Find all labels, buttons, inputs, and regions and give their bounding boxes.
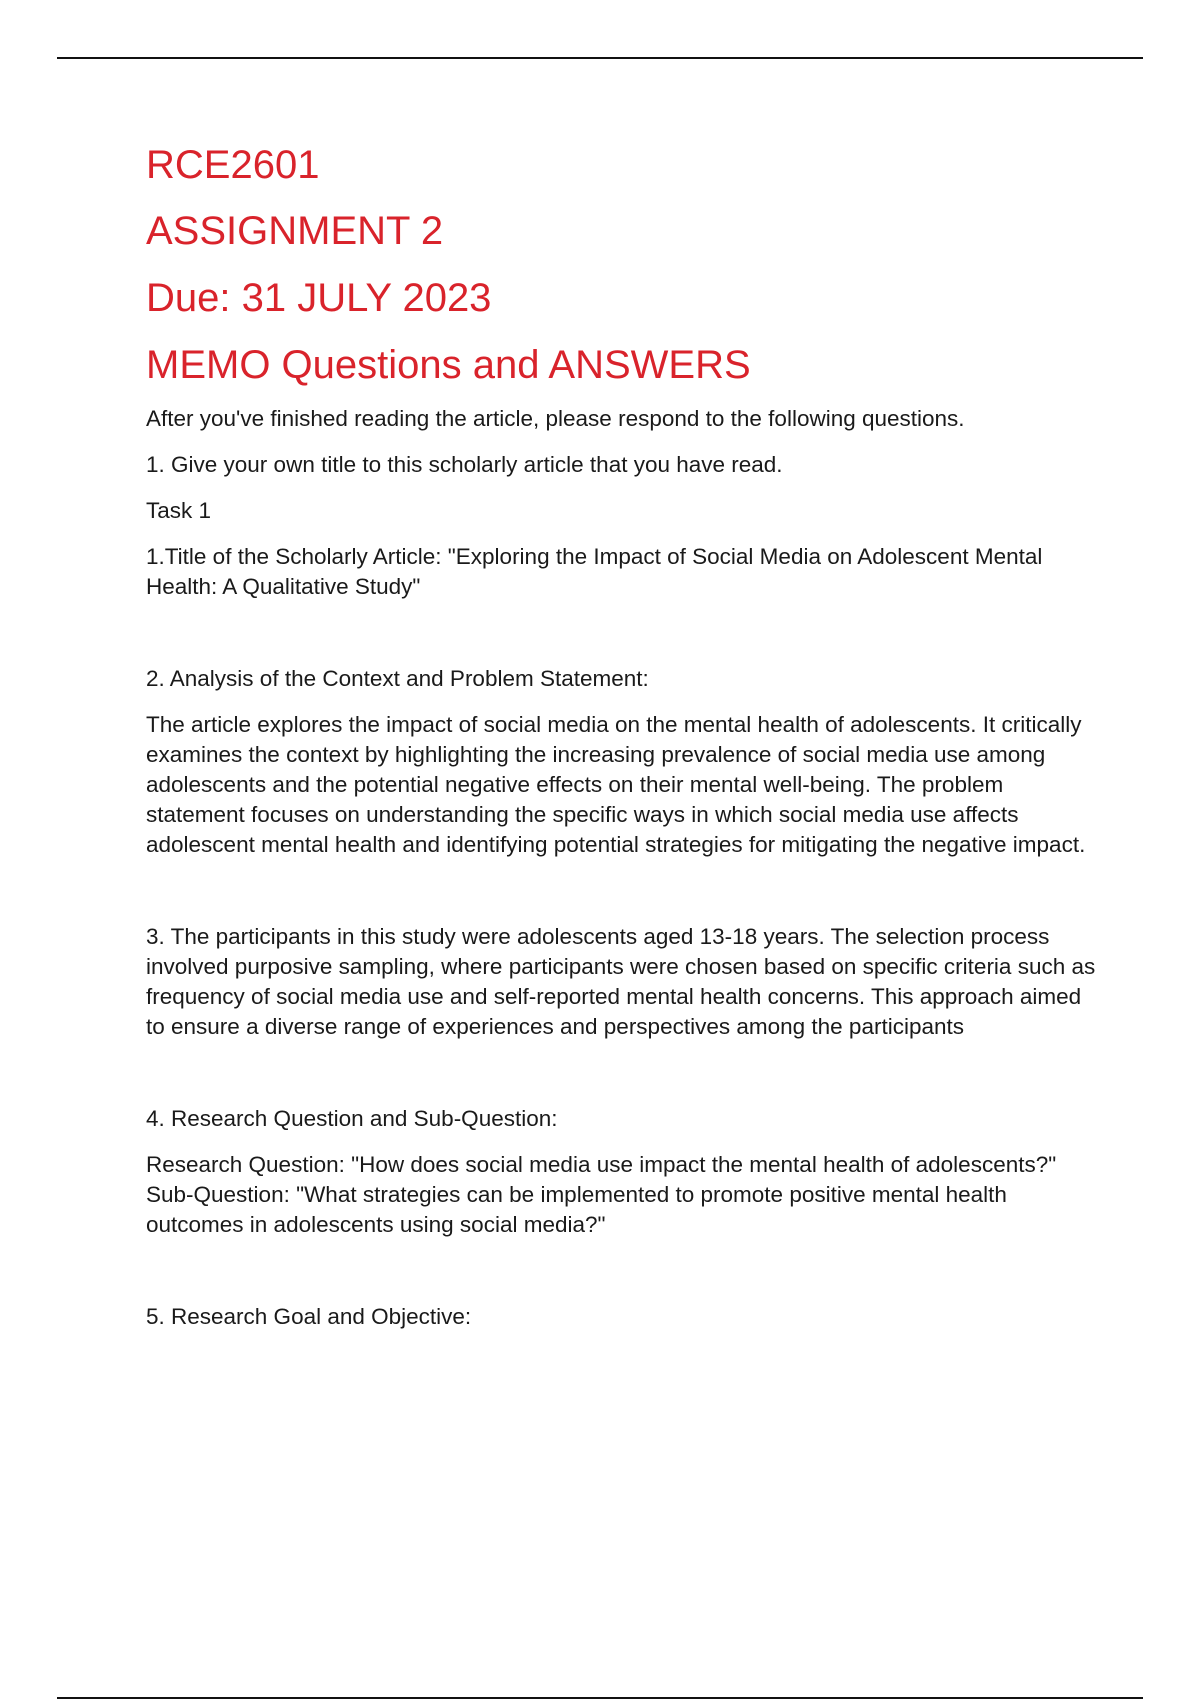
top-rule <box>57 57 1143 59</box>
due-date-heading: Due: 31 JULY 2023 <box>146 276 492 320</box>
question-5-heading: 5. Research Goal and Objective: <box>146 1304 472 1329</box>
memo-heading: MEMO Questions and ANSWERS <box>146 343 751 387</box>
document-content <box>146 142 1096 1332</box>
question-2-heading: 2. Analysis of the Context and Problem Statement: <box>146 666 649 691</box>
intro-paragraph: After you've finished reading the article, please respond to the following questions. <box>146 406 965 431</box>
question-4-answer: Research Question: "How does social media use impact the mental health of adolescents?" Sub-Question: "What strategies can be implemented to promote positive mental health outcomes in adolescents using social media?" <box>146 1152 1057 1237</box>
question-2-answer: The article explores the impact of social media on the mental health of adolescents. It critically examines the context by highlighting the increasing prevalence of social media use among adolescents and the potential negative effects on their mental well-being. The problem statement focuses on understanding the specific ways in which social media use affects adolescent mental health and identifying potential strategies for mitigating the negative impact. <box>146 712 1086 857</box>
task-label: Task 1 <box>146 498 212 523</box>
bottom-rule <box>57 1697 1143 1699</box>
question-3-answer: 3. The participants in this study were adolescents aged 13-18 years. The selection process involved purposive sampling, where participants were chosen based on specific criteria such as frequency of social media use and self-reported mental health concerns. This approach aimed to ensure a diverse range of experiences and perspectives among the participants <box>146 924 1096 1039</box>
assignment-heading: ASSIGNMENT 2 <box>146 209 444 253</box>
course-code-heading: RCE2601 <box>146 143 320 187</box>
question-4-heading: 4. Research Question and Sub-Question: <box>146 1106 558 1131</box>
title-answer: 1.Title of the Scholarly Article: "Exploring the Impact of Social Media on Adolescent Mental Health: A Qualitative Study" <box>146 544 1043 599</box>
question-1: 1. Give your own title to this scholarly article that you have read. <box>146 452 783 477</box>
